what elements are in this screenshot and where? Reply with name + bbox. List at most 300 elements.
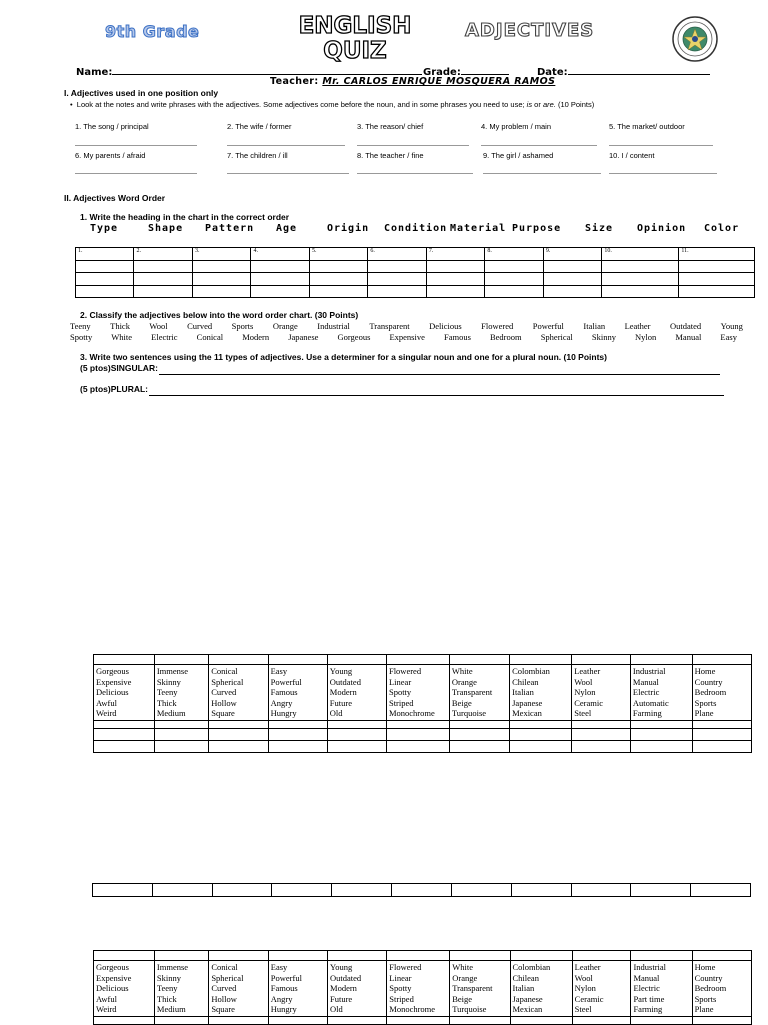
answer-cell[interactable] — [209, 740, 268, 752]
adjective-word: Steel — [574, 708, 592, 718]
adjective-word: Chilean — [512, 676, 539, 687]
adjective-word: Mexican — [512, 1004, 543, 1014]
adjective-word: Flowered — [388, 666, 422, 676]
title-line-1: ENGLISH — [298, 13, 412, 39]
step-3-instruction: 3. Write two sentences using the 11 types of adjectives. Use a determiner for a singular noun and one for a plural noun. (10 Points) — [80, 352, 607, 362]
box-header-cell[interactable] — [327, 655, 386, 665]
adjective-word: Gorgeous — [96, 666, 129, 676]
adjective-word: Colombian — [512, 666, 550, 676]
chart-cell[interactable] — [679, 261, 755, 273]
chart-cell[interactable] — [543, 261, 601, 273]
adjective-word: Linear — [389, 972, 412, 983]
chart-cell[interactable]: 4. — [251, 248, 309, 261]
answer-cell[interactable] — [209, 720, 268, 728]
adjective-group-cell — [450, 961, 510, 1017]
box-header-cell[interactable] — [94, 655, 155, 665]
box-header-cell[interactable] — [572, 951, 631, 961]
box-header-cell[interactable] — [94, 951, 155, 961]
answer-cell[interactable] — [692, 1016, 751, 1024]
adjectives-row-1 — [70, 321, 743, 331]
heading-word: Opinion — [637, 223, 687, 234]
box-header-cell[interactable] — [268, 655, 327, 665]
adjective-word: Part time — [633, 993, 665, 1004]
adjective-word: Future — [330, 993, 353, 1004]
adjective-word: Teeny — [156, 983, 178, 993]
answer-cell[interactable] — [268, 728, 327, 740]
adjective-word: Bedroom — [694, 983, 727, 993]
adjective-word: Electric — [633, 983, 660, 993]
adjective-word: White — [111, 332, 133, 342]
chart-cell[interactable] — [368, 286, 426, 298]
answer-cell[interactable] — [691, 884, 751, 897]
adjective-word: Orange — [452, 972, 478, 983]
phrase-item: 9. The girl / ashamed — [483, 151, 554, 160]
phrase-item: 1. The song / principal — [75, 122, 149, 131]
adjective-word: Conical — [211, 962, 238, 972]
adjective-word: Conical — [211, 666, 238, 676]
chart-cell[interactable] — [76, 261, 134, 273]
adjective-word: Spotty — [70, 332, 93, 342]
adjective-word: Hungry — [270, 708, 297, 718]
adjective-word: Powerful — [270, 676, 302, 687]
adjective-word: Curved — [187, 321, 213, 331]
grade-badge: 9th Grade — [105, 22, 200, 41]
chart-cell[interactable] — [602, 261, 679, 273]
adjective-word: Monochrome — [389, 1004, 436, 1014]
adjective-group-cell — [387, 961, 450, 1017]
adjective-word: Leather — [574, 962, 601, 972]
heading-word: Color — [704, 223, 740, 234]
heading-word: Purpose — [512, 223, 562, 234]
box-header-cell[interactable] — [630, 655, 692, 665]
answer-cell[interactable] — [510, 728, 572, 740]
box-header-cell[interactable] — [692, 951, 751, 961]
date-field[interactable]: Date: — [537, 63, 710, 78]
adjective-group-cell — [510, 961, 572, 1017]
answer-cell[interactable] — [630, 720, 692, 728]
heading-word: Origin — [327, 223, 370, 234]
adjective-word: Famous — [270, 983, 298, 993]
step-1-instruction: 1. Write the heading in the chart in the correct order — [80, 212, 290, 222]
adjective-word: Thick — [156, 993, 177, 1004]
answer-cell[interactable] — [631, 884, 691, 897]
adjective-word: Spherical — [211, 676, 244, 687]
adjective-word: Immense — [156, 962, 189, 972]
answer-cell[interactable] — [511, 884, 571, 897]
adjective-word: Industrial — [317, 321, 350, 331]
adjective-word: Old — [329, 708, 343, 718]
adjective-word: Flowered — [389, 962, 422, 972]
answer-line[interactable] — [481, 144, 597, 146]
answer-cell[interactable] — [572, 1016, 631, 1024]
answer-line[interactable] — [357, 144, 469, 146]
answer-cell[interactable] — [510, 1016, 572, 1024]
adjective-word: Spherical — [211, 972, 244, 983]
adjective-group-cell — [154, 665, 208, 721]
box-header-cell[interactable] — [387, 951, 450, 961]
adjective-word: Curved — [211, 687, 237, 697]
answer-cell[interactable] — [572, 728, 631, 740]
chart-cell[interactable] — [602, 286, 679, 298]
answer-cell[interactable] — [510, 740, 572, 752]
adjective-word: Skinny — [156, 972, 181, 983]
answer-cell[interactable] — [572, 740, 631, 752]
adjective-word: Transparent — [369, 321, 410, 331]
heading-word: Pattern — [205, 223, 255, 234]
adjective-word: Electric — [151, 332, 178, 342]
section-1-title: I. Adjectives used in one position only — [64, 88, 219, 98]
adjectives-row-2 — [70, 332, 737, 342]
answer-cell[interactable] — [332, 884, 392, 897]
adjective-group-cell — [630, 665, 692, 721]
box-header-cell[interactable] — [450, 951, 510, 961]
adjective-word: Mexican — [512, 708, 542, 718]
adjective-word: Italian — [512, 983, 535, 993]
answer-cell[interactable] — [272, 884, 332, 897]
adjective-word: Young — [329, 666, 353, 676]
answer-cell[interactable] — [572, 720, 631, 728]
adjective-word: Skinny — [156, 676, 181, 687]
phrase-item: 10. I / content — [609, 151, 655, 160]
chart-cell[interactable] — [134, 286, 192, 298]
adjective-word: Sports — [694, 993, 717, 1004]
answer-cell[interactable] — [94, 740, 155, 752]
adjective-word: Powerful — [270, 972, 302, 983]
name-field[interactable]: Name: — [76, 63, 422, 78]
answer-cell[interactable] — [327, 740, 386, 752]
adjective-word: Electric — [632, 687, 660, 697]
adjective-word: Manual — [632, 676, 659, 687]
box-header-cell[interactable] — [154, 655, 208, 665]
adjective-group-cell — [692, 961, 751, 1017]
adjective-word: Farming — [633, 1004, 663, 1014]
adjective-word: Home — [694, 666, 716, 676]
adjective-word: Angry — [270, 993, 293, 1004]
box-header-cell[interactable] — [631, 951, 692, 961]
answer-cell[interactable] — [449, 740, 509, 752]
answer-cell[interactable] — [692, 740, 751, 752]
adjective-word: Industrial — [632, 666, 666, 676]
chart-cell[interactable] — [309, 273, 367, 286]
adjective-word: Teeny — [156, 687, 178, 697]
adjective-group-cell — [209, 665, 268, 721]
chart-cell[interactable]: 10. — [602, 248, 679, 261]
chart-cell[interactable] — [602, 273, 679, 286]
box-header-cell[interactable] — [386, 655, 449, 665]
adjective-word: Wool — [574, 972, 593, 983]
adjective-word: Nylon — [574, 687, 596, 697]
adjective-word: Turquoise — [452, 1004, 487, 1014]
adjective-word: Gorgeous — [96, 962, 129, 972]
adjective-word: White — [452, 962, 474, 972]
adjective-word: Nylon — [635, 332, 657, 342]
chart-cell[interactable] — [679, 273, 755, 286]
adjective-word: Bedroom — [489, 332, 522, 342]
answer-cell[interactable] — [268, 720, 327, 728]
box-header-cell[interactable] — [268, 951, 327, 961]
chart-cell[interactable] — [543, 273, 601, 286]
chart-cell[interactable] — [251, 286, 309, 298]
answer-cell[interactable] — [630, 728, 692, 740]
answer-cell[interactable] — [450, 1016, 510, 1024]
adjective-word: Square — [211, 1004, 235, 1014]
heading-word: Age — [276, 223, 298, 234]
adjective-word: Famous — [443, 332, 471, 342]
school-seal-icon — [672, 16, 718, 62]
adjective-word: Sports — [694, 697, 717, 708]
chart-cell[interactable] — [192, 273, 250, 286]
adjective-group-cell — [572, 961, 631, 1017]
adjective-word: Transparent — [452, 983, 493, 993]
chart-cell[interactable] — [251, 261, 309, 273]
answer-line[interactable] — [609, 144, 713, 146]
adjective-word: Wool — [149, 321, 168, 331]
chart-cell[interactable] — [426, 261, 484, 273]
answer-cell[interactable] — [154, 720, 208, 728]
heading-word: Material — [450, 223, 507, 234]
answer-cell[interactable] — [386, 728, 449, 740]
chart-cell[interactable] — [426, 286, 484, 298]
empty-answer-row — [92, 883, 751, 897]
answer-cell[interactable] — [209, 728, 268, 740]
answer-cell[interactable] — [327, 720, 386, 728]
answer-cell[interactable] — [510, 720, 572, 728]
chart-cell[interactable] — [251, 273, 309, 286]
answer-cell[interactable] — [327, 728, 386, 740]
answer-cell[interactable] — [268, 1016, 327, 1024]
adjective-word: Italian — [512, 687, 534, 697]
adjective-word: Thick — [110, 321, 130, 331]
adjective-word: Linear — [388, 676, 412, 687]
answer-cell[interactable] — [692, 720, 751, 728]
answer-cell[interactable] — [692, 728, 751, 740]
answer-cell[interactable] — [630, 740, 692, 752]
answer-cell[interactable] — [449, 720, 509, 728]
adjective-word: Colombian — [512, 962, 551, 972]
adjective-word: Japanese — [512, 697, 543, 708]
adjective-word: Wool — [574, 676, 593, 687]
answer-cell[interactable] — [268, 740, 327, 752]
adjective-word: Chilean — [512, 972, 539, 983]
adjective-word: Famous — [270, 687, 298, 697]
adjective-group-cell — [268, 665, 327, 721]
adjective-word: Delicious — [429, 321, 462, 331]
answer-line[interactable] — [357, 172, 473, 174]
chart-cell[interactable] — [426, 273, 484, 286]
plural-field[interactable]: (5 ptos)PLURAL: — [80, 384, 724, 396]
answer-cell[interactable] — [94, 720, 155, 728]
adjective-word: Curved — [211, 983, 237, 993]
adjective-word: Immense — [156, 666, 188, 676]
answer-cell[interactable] — [154, 740, 208, 752]
adjective-word: Ceramic — [574, 697, 604, 708]
chart-cell[interactable] — [309, 261, 367, 273]
phrase-item: 6. My parents / afraid — [75, 151, 146, 160]
adjective-word: Expensive — [389, 332, 425, 342]
adjective-word: Teeny — [70, 321, 91, 331]
answer-cell[interactable] — [449, 728, 509, 740]
adjective-word: Young — [720, 321, 743, 331]
word-order-chart — [75, 247, 755, 298]
adjective-word: Future — [329, 697, 352, 708]
chart-cell[interactable]: 2. — [134, 248, 192, 261]
answer-cell[interactable] — [94, 728, 155, 740]
chart-cell[interactable]: 11. — [679, 248, 755, 261]
adjective-word: Sports — [231, 321, 254, 331]
box-header-cell[interactable] — [209, 951, 268, 961]
adjective-word: Powerful — [532, 321, 564, 331]
phrase-item: 8. The teacher / fine — [357, 151, 424, 160]
adjective-word: Beige — [452, 993, 473, 1004]
answer-cell[interactable] — [328, 1016, 387, 1024]
chart-cell[interactable]: 1. — [76, 248, 134, 261]
adjective-word: Manual — [633, 972, 660, 983]
chart-cell[interactable] — [192, 261, 250, 273]
chart-cell[interactable] — [485, 261, 543, 273]
answer-cell[interactable] — [212, 884, 272, 897]
chart-cell[interactable] — [368, 261, 426, 273]
answer-line[interactable] — [609, 172, 717, 174]
box-header-cell[interactable] — [510, 951, 572, 961]
phrase-item: 2. The wife / former — [227, 122, 292, 131]
adjective-word: Easy — [270, 666, 288, 676]
heading-word: Condition — [384, 223, 448, 234]
answer-line[interactable] — [75, 144, 197, 146]
answer-cell[interactable] — [392, 884, 452, 897]
adjective-word: Striped — [389, 993, 414, 1004]
section-2-title: II. Adjectives Word Order — [64, 193, 166, 203]
chart-cell[interactable] — [192, 286, 250, 298]
answer-line[interactable] — [483, 172, 601, 174]
adjective-word: Modern — [330, 983, 357, 993]
box-header-cell[interactable] — [510, 655, 572, 665]
chart-cell[interactable] — [543, 286, 601, 298]
teacher-line: Teacher: Mr. CARLOS ENRIQUE MOSQUERA RAMOS — [270, 76, 556, 87]
box-header-cell[interactable] — [328, 951, 387, 961]
adjective-word: Leather — [624, 321, 651, 331]
adjective-word: Hollow — [211, 697, 237, 708]
adjective-word: Leather — [574, 666, 601, 676]
adjective-word: Awful — [96, 697, 117, 708]
chart-cell[interactable] — [485, 286, 543, 298]
adjective-word: Steel — [574, 1004, 592, 1014]
adjective-word: Outdated — [669, 321, 702, 331]
adjective-word: Gorgeous — [337, 332, 371, 342]
chart-cell[interactable]: 5. — [309, 248, 367, 261]
grade-field[interactable]: Grade: — [423, 63, 509, 78]
adjective-word: Japanese — [512, 993, 543, 1004]
phrase-item: 5. The market/ outdoor — [609, 122, 685, 131]
chart-cell[interactable] — [76, 286, 134, 298]
box-header-cell[interactable] — [209, 655, 268, 665]
chart-cell[interactable]: 9. — [543, 248, 601, 261]
box-header-cell[interactable] — [154, 951, 208, 961]
adjective-word: Modern — [242, 332, 270, 342]
quiz-title — [270, 14, 440, 64]
adjective-word: Farming — [632, 708, 662, 718]
chart-cell[interactable] — [368, 273, 426, 286]
chart-cell[interactable] — [309, 286, 367, 298]
answer-line[interactable] — [227, 144, 345, 146]
adjective-word: Country — [694, 676, 723, 687]
adjective-chart-box-1 — [93, 654, 752, 753]
adjective-word: Italian — [583, 321, 606, 331]
answer-cell[interactable] — [154, 728, 208, 740]
box-header-cell[interactable] — [572, 655, 631, 665]
answer-cell[interactable] — [386, 740, 449, 752]
subject-title: ADJECTIVES — [465, 20, 595, 41]
chart-cell[interactable] — [679, 286, 755, 298]
adjective-word: Awful — [96, 993, 117, 1004]
answer-line[interactable] — [75, 172, 197, 174]
adjective-word: Outdated — [329, 676, 361, 687]
adjective-group-cell — [572, 665, 631, 721]
heading-word: Size — [585, 223, 614, 234]
adjective-word: Country — [694, 972, 723, 983]
answer-cell[interactable] — [94, 1016, 155, 1024]
adjective-word: Spotty — [388, 687, 412, 697]
answer-cell[interactable] — [93, 884, 153, 897]
adjective-word: Weird — [96, 1004, 117, 1014]
adjective-word: Easy — [720, 332, 737, 342]
adjective-word: Plane — [694, 708, 714, 718]
answer-cell[interactable] — [631, 1016, 692, 1024]
adjective-word: Delicious — [96, 983, 129, 993]
answer-cell[interactable] — [152, 884, 212, 897]
adjective-word: Beige — [451, 697, 472, 708]
answer-cell[interactable] — [209, 1016, 268, 1024]
heading-word: Type — [90, 223, 119, 234]
box-header-cell[interactable] — [692, 655, 751, 665]
adjective-word: Delicious — [96, 687, 129, 697]
adjective-word: Automatic — [632, 697, 669, 708]
adjective-word: Ceramic — [574, 993, 604, 1004]
phrase-item: 7. The children / ill — [227, 151, 288, 160]
answer-cell[interactable] — [451, 884, 511, 897]
chart-cell[interactable] — [76, 273, 134, 286]
adjective-word: Bedroom — [694, 687, 727, 697]
title-line-2: QUIZ — [323, 38, 387, 64]
chart-cell[interactable]: 8. — [485, 248, 543, 261]
adjective-word: Plane — [694, 1004, 714, 1014]
chart-cell[interactable]: 6. — [368, 248, 426, 261]
box-header-cell[interactable] — [449, 655, 509, 665]
adjective-word: Angry — [270, 697, 293, 708]
chart-cell[interactable] — [134, 273, 192, 286]
adjective-word: Industrial — [633, 962, 667, 972]
answer-cell[interactable] — [386, 720, 449, 728]
adjective-word: Expensive — [96, 972, 132, 983]
chart-cell[interactable]: 7. — [426, 248, 484, 261]
adjective-word: Hungry — [270, 1004, 297, 1014]
answer-line[interactable] — [227, 172, 349, 174]
adjective-word: Young — [330, 962, 353, 972]
chart-cell[interactable] — [134, 261, 192, 273]
answer-cell[interactable] — [154, 1016, 208, 1024]
adjective-word: Transparent — [451, 687, 493, 697]
phrase-item: 3. The reason/ chief — [357, 122, 424, 131]
answer-cell[interactable] — [387, 1016, 450, 1024]
adjective-chart-box-2 — [93, 950, 752, 1025]
adjective-group-cell — [94, 961, 155, 1017]
adjective-word: Easy — [270, 962, 288, 972]
chart-cell[interactable]: 3. — [192, 248, 250, 261]
section-1-instruction: • Look at the notes and write phrases with the adjectives. Some adjectives come before the noun, and in some phrases you need to use; is or are. (10 Points) — [70, 100, 595, 109]
answer-cell[interactable] — [571, 884, 631, 897]
adjective-group-cell — [386, 665, 449, 721]
singular-field[interactable]: (5 ptos)SINGULAR: — [80, 363, 720, 375]
chart-cell[interactable] — [485, 273, 543, 286]
